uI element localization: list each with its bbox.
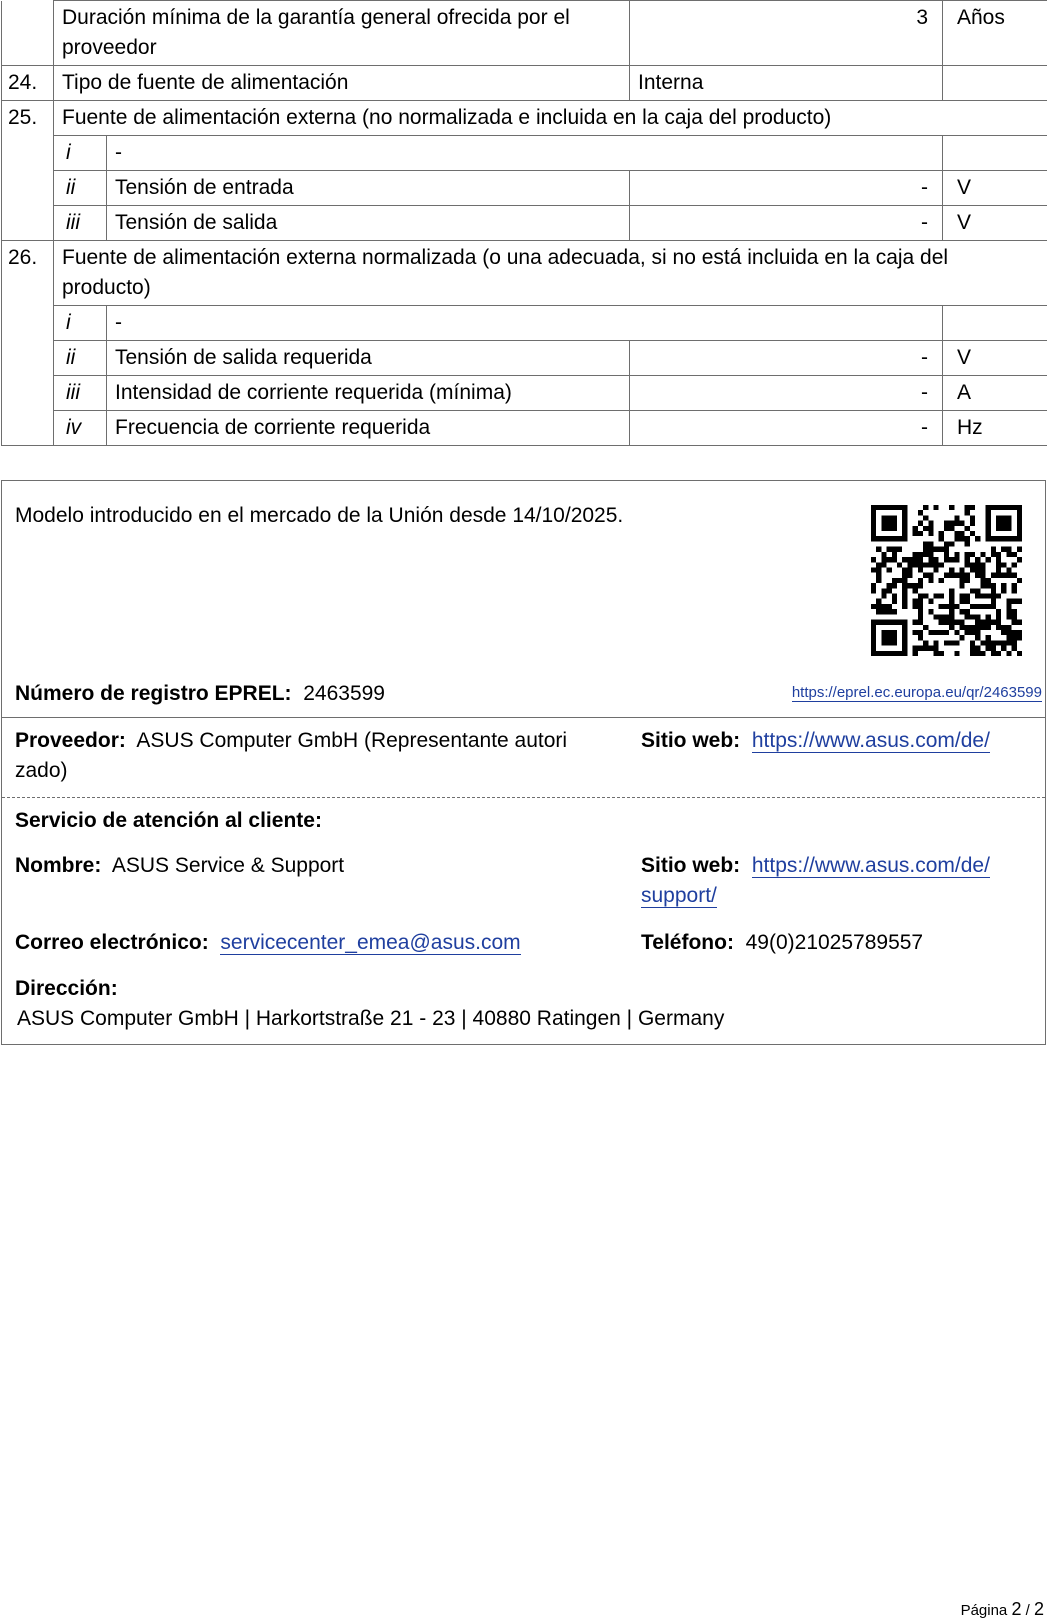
spec-unit: Años (943, 1, 1047, 66)
spec-subrow (2, 411, 1047, 446)
spec-label: Tensión de entrada (107, 171, 630, 206)
roman-numeral: iii (54, 376, 107, 411)
eprel-value: 2463599 (303, 682, 385, 705)
page-total: 2 (1033, 1599, 1044, 1619)
service-phone (641, 928, 923, 958)
name-value: ASUS Service & Support (111, 854, 345, 877)
spec-label: Duración mínima de la garantía general ofrecida por el proveedor (54, 1, 630, 66)
spec-unit (943, 136, 1047, 171)
phone-value: 49(0)21025789557 (745, 931, 924, 954)
supplier-web-label: Sitio web: (641, 729, 741, 752)
service-website (641, 851, 990, 881)
spec-label: Fuente de alimentación externa (no normalizada e incluida en la caja del producto) (54, 101, 1047, 136)
supplier-website (641, 726, 990, 756)
email-label: Correo electrónico: (15, 931, 209, 954)
service-web-label: Sitio web: (641, 854, 741, 877)
supplier-name (15, 726, 567, 756)
address-value: ASUS Computer GmbH | Harkortstraße 21 - 23 | 40880 Ratingen | Germany (17, 1007, 725, 1030)
spec-unit: V (943, 341, 1047, 376)
roman-numeral: ii (54, 341, 107, 376)
spec-label: Intensidad de corriente requerida (mínima) (107, 376, 630, 411)
spec-label: - (107, 306, 943, 341)
supplier-value: ASUS Computer GmbH (Representante autori (136, 729, 568, 752)
model-intro-text: Modelo introducido en el mercado de la Unión desde 14/10/2025. (15, 504, 624, 527)
spec-unit (943, 306, 1047, 341)
spec-value: - (630, 341, 943, 376)
email-link[interactable]: servicecenter_emea@asus.com (220, 931, 521, 954)
spec-unit: V (943, 206, 1047, 241)
roman-numeral: iii (54, 206, 107, 241)
spec-row-23 (2, 1, 1047, 66)
row-number: 26. (2, 241, 54, 306)
roman-numeral: iv (54, 411, 107, 446)
page-label: Página (960, 1602, 1008, 1619)
divider (2, 717, 1045, 718)
address-label: Dirección: (15, 977, 118, 1000)
spec-value: - (630, 206, 943, 241)
spec-unit (943, 66, 1047, 101)
service-web-link-wrap[interactable] (641, 881, 717, 911)
service-web-link[interactable]: https://www.asus.com/de/ (751, 854, 990, 877)
spec-subrow (2, 306, 1047, 341)
row-number: 25. (2, 101, 54, 136)
spec-subrow (2, 206, 1047, 241)
supplier-label: Proveedor: (15, 729, 126, 752)
spec-row-24 (2, 66, 1047, 101)
spec-value: Interna (630, 66, 943, 101)
spec-label: Fuente de alimentación externa normalizada (o una adecuada, si no está incluida en la caja del producto) (54, 241, 1047, 306)
spec-row-25 (2, 101, 1047, 136)
spec-unit: V (943, 171, 1047, 206)
spec-label: Tipo de fuente de alimentación (54, 66, 630, 101)
spec-label: Tensión de salida requerida (107, 341, 630, 376)
spec-label: Tensión de salida (107, 206, 630, 241)
qr-code-icon (871, 505, 1022, 656)
customer-service-heading: Servicio de atención al cliente: (15, 809, 322, 832)
eprel-url-link[interactable] (792, 683, 1042, 703)
eprel-url[interactable]: https://eprel.ec.europa.eu/qr/2463599 (791, 684, 1042, 701)
spec-subrow (2, 376, 1047, 411)
supplier-value-wrap: zado) (15, 759, 68, 782)
spec-label: - (107, 136, 943, 171)
page-number (961, 1599, 1044, 1620)
spec-unit: A (943, 376, 1047, 411)
spec-subrow (2, 171, 1047, 206)
spec-label: Frecuencia de corriente requerida (107, 411, 630, 446)
eprel-registration (15, 679, 385, 709)
spec-value: - (630, 376, 943, 411)
divider-dashed (2, 797, 1045, 798)
spec-value: - (630, 171, 943, 206)
supplier-info-box (1, 480, 1046, 1045)
service-name (15, 851, 344, 881)
product-spec-table (1, 0, 1047, 446)
page-separator: / (1025, 1602, 1030, 1619)
eprel-label: Número de registro EPREL: (15, 682, 292, 705)
service-email (15, 928, 521, 958)
phone-label: Teléfono: (641, 931, 734, 954)
spec-value: - (630, 411, 943, 446)
roman-numeral: ii (54, 171, 107, 206)
row-number: 24. (2, 66, 54, 101)
spec-unit: Hz (943, 411, 1047, 446)
roman-numeral: i (54, 136, 107, 171)
row-number (2, 1, 54, 66)
supplier-web-link[interactable]: https://www.asus.com/de/ (751, 729, 990, 752)
spec-subrow (2, 341, 1047, 376)
spec-row-26 (2, 241, 1047, 306)
name-label: Nombre: (15, 854, 102, 877)
spec-subrow (2, 136, 1047, 171)
spec-value: 3 (630, 1, 943, 66)
page-current: 2 (1011, 1599, 1022, 1619)
service-web-link-line2[interactable]: support/ (641, 884, 717, 907)
roman-numeral: i (54, 306, 107, 341)
